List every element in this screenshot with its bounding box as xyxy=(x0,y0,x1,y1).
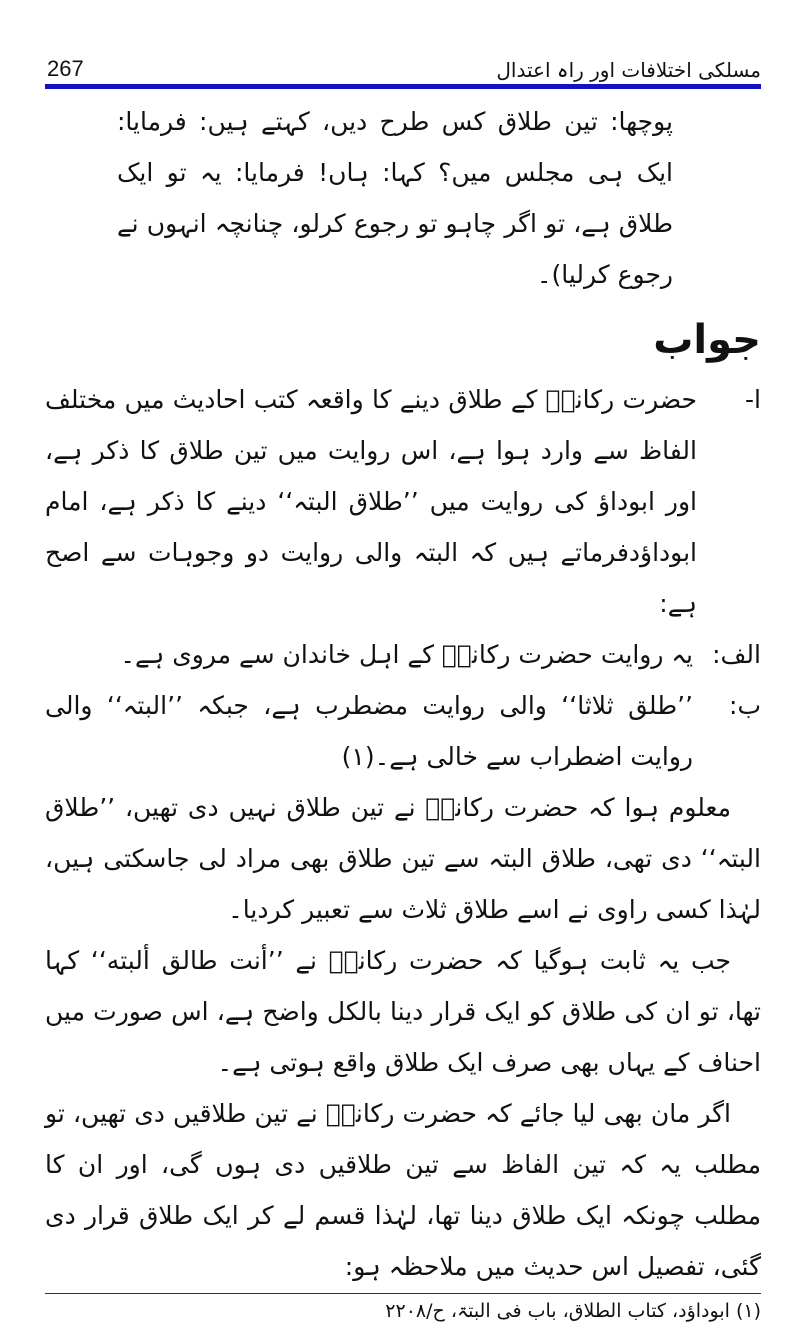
page-number: 267 xyxy=(47,56,84,81)
paragraph-number: ا- xyxy=(745,385,761,414)
point-text: ’’طلق ثلاثا‘‘ والی روایت مضطرب ہے، جبکہ ’’البتہ‘‘ والی روایت اضطراب سے خالی ہے۔(۱) xyxy=(45,691,693,771)
footnote-rule xyxy=(45,1293,761,1294)
footnote: (۱) ابوداؤد، کتاب الطلاق، باب فی البتۃ، ح/۲۲۰۸ xyxy=(385,1300,761,1322)
point-label: الف: xyxy=(712,640,761,669)
point-be xyxy=(45,680,761,782)
page-body xyxy=(45,96,761,1292)
point-text: یہ روایت حضرت رکانہؓ کے اہل خاندان سے مروی ہے۔ xyxy=(120,640,693,669)
numbered-paragraph xyxy=(45,374,761,629)
paragraph-4: اگر مان بھی لیا جائے کہ حضرت رکانہؓ نے تین طلاقیں دی تھیں، تو مطلب یہ کہ تین الفاظ سے تین طلاقیں دی ہوں گی، اور ان کا مطلب چونکہ ایک طلاق دینا تھا، لہٰذا قسم لے کر ایک طلاق قرار دی گئی، تفصیل اس حدیث میں ملاحظہ ہو: xyxy=(45,1099,761,1281)
header-rule xyxy=(45,84,761,89)
section-heading: جواب xyxy=(653,317,761,363)
quote-paragraph: پوچھا: تین طلاق کس طرح دیں، کہتے ہیں: فرمایا: ایک ہی مجلس میں؟ کہا: ہاں! فرمایا: یہ تو ایک طلاق ہے، تو اگر چاہو تو رجوع کرلو، چنانچہ انہوں نے رجوع کرلیا)۔ xyxy=(117,107,673,289)
paragraph-text: حضرت رکانہؓ کے طلاق دینے کا واقعہ کتب احادیث میں مختلف الفاظ سے وارد ہوا ہے، اس روایت میں تین طلاق کا ذکر ہے، اور ابوداؤ کی روایت میں ’’طلاق البتہ‘‘ دینے کا ذکر ہے، امام ابوداؤدفرماتے ہیں کہ البتہ والی روایت دو وجوہات سے اصح ہے: xyxy=(45,385,697,618)
paragraph-2: معلوم ہوا کہ حضرت رکانہؓ نے تین طلاق نہیں دی تھیں، ’’طلاق البتہ‘‘ دی تھی، طلاق البتہ سے تین طلاق بھی مراد لی جاسکتی ہیں، لہٰذا کسی راوی نے اسے طلاق ثلاث سے تعبیر کردیا۔ xyxy=(45,793,761,924)
paragraph-3: جب یہ ثابت ہوگیا کہ حضرت رکانہؓ نے ’’أنت طالق ألبته‘‘ کہا تھا، تو ان کی طلاق کو ایک قرار دینا بالکل واضح ہے، اس صورت میں احناف کے یہاں بھی صرف ایک طلاق واقع ہوتی ہے۔ xyxy=(45,946,761,1077)
running-header xyxy=(47,48,761,82)
point-label: ب: xyxy=(729,691,761,720)
point-alif xyxy=(45,629,761,680)
running-title: مسلکی اختلافات اور راہ اعتدال xyxy=(496,58,761,82)
